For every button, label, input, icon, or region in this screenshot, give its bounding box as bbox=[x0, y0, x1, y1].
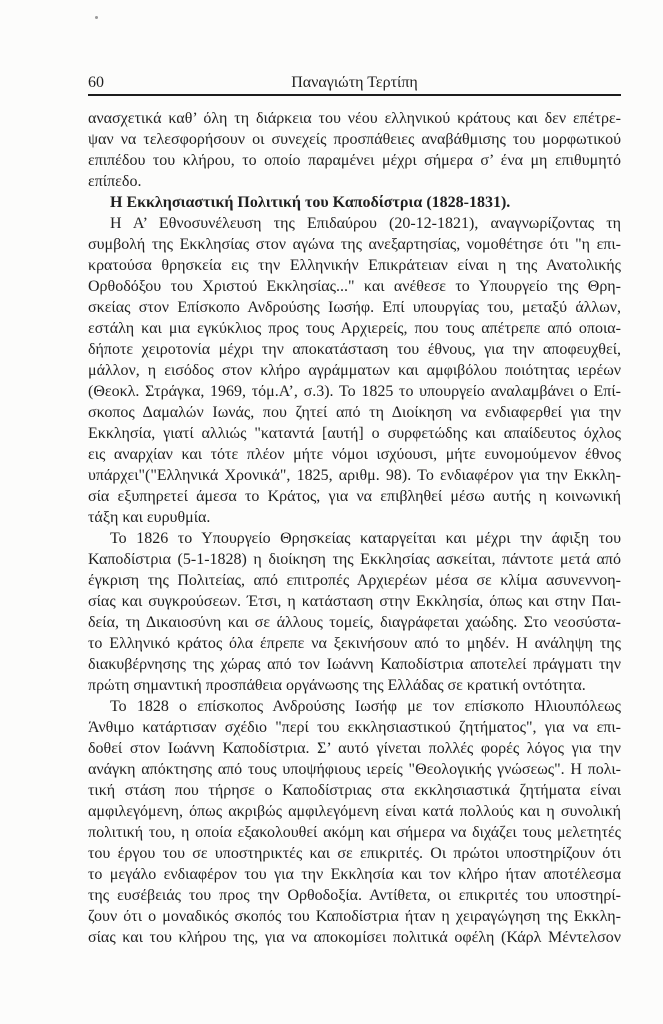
scan-speck bbox=[95, 16, 98, 19]
paragraph-3 bbox=[88, 528, 621, 696]
text-line: πολιτική του, η οποία εξακολουθεί ακόμη και σήμερα να διχάζει τους μελετητές bbox=[88, 824, 621, 841]
text-line: το μεγάλο ενδιαφέρον του για την Εκκλησία και τον κλήρο ήταν αποτέλεσμα bbox=[88, 866, 621, 883]
paragraph-2 bbox=[88, 213, 621, 528]
text-line: Ορθοδόξου του Χριστού Εκκλησίας..." και ανέθεσε το Υπουργείο της Θρη- bbox=[88, 278, 621, 295]
text-line: το Ελληνικό κράτος όλα έπρεπε να ξεκινήσουν από το μηδέν. Η ανάληψη της bbox=[88, 635, 621, 652]
text-line: σίας και του κλήρου της, για να αποκομίσει πολιτικά οφέλη (Κάρλ Μέντελσον bbox=[88, 929, 621, 946]
text-line: Το 1828 ο επίσκοπος Ανδρούσης Ιωσήφ με τον επίσκοπο Ηλιουπόλεως bbox=[110, 698, 621, 715]
text-line: τάξη και ευρυθμία. bbox=[88, 509, 211, 526]
paragraph-1 bbox=[88, 108, 621, 192]
text-line: σκοπος Δαμαλών Ιωνάς, που ζητεί από τη Διοίκηση να ενδιαφερθεί για την bbox=[88, 404, 621, 421]
text-line: ανασχετικά καθ’ όλη τη διάρκεια του νέου ελληνικού κράτους και δεν επέτρε- bbox=[88, 110, 621, 127]
text-line: ανάγκη απόκτησης από τους υποψήφιους ιερείς "Θεολογικής γνώσεως". Η πολι- bbox=[88, 761, 621, 778]
text-line: της ευσέβειάς του προς την Ορθοδοξία. Αντίθετα, οι επικριτές του υποστηρί- bbox=[88, 887, 621, 904]
text-line: δήποτε χειροτονία μέχρι την αποκατάσταση του έθνους, για την αποφευχθεί, bbox=[88, 341, 621, 358]
text-line: εις αναρχίαν και τότε πλέον μήτε νόμοι ισχύουσι, μήτε ευνομούμενον έθνος bbox=[88, 446, 621, 463]
text-line: έγκριση της Πολιτείας, από επιτροπές Αρχιερέων μέσα σε κλίμα ασυνεννοη- bbox=[88, 572, 621, 589]
text-line: συμβολή της Εκκλησίας στον αγώνα της ανεξαρτησίας, νομοθέτησε ότι "η επι- bbox=[88, 236, 621, 253]
text-line: του έργου του σε υποστηρικτές και σε επικριτές. Οι πρώτοι υποστηρίζουν ότι bbox=[88, 845, 621, 862]
page-header bbox=[88, 70, 621, 96]
text-line: ψαν να τελεσφορήσουν οι συνεχείς προσπάθειες αναβάθμισης του μορφωτικού bbox=[88, 131, 621, 148]
text-line: σίας και συγκρούσεων. Έτσι, η κατάσταση στην Εκκλησία, όπως και στην Παι- bbox=[88, 593, 621, 610]
text-line: κρατούσα θρησκεία εις την Ελληνικήν Επικράτειαν είναι η της Ανατολικής bbox=[88, 257, 621, 274]
text-line: Εκκλησία, γιατί αλλιώς "καταντά [αυτή] ο συρφετώδης και απαίδευτος όχλος bbox=[88, 425, 621, 442]
text-line: Καποδίστρια (5-1-1828) η διοίκηση της Εκκλησίας ασκείται, πάντοτε μετά από bbox=[88, 551, 621, 568]
text-line: επίπεδο. bbox=[88, 173, 142, 190]
text-line: δεία, τη Δικαιοσύνη και σε άλλους τομείς, διαγράφεται χαώδης. Στο νεοσύστα- bbox=[88, 614, 621, 631]
paragraph-4 bbox=[88, 696, 621, 948]
text-line: Άνθιμο κατάρτισαν σχέδιο "περί του εκκλησιαστικού ζητήματος", για να επι- bbox=[88, 719, 621, 736]
text-line: επιπέδου του κλήρου, το οποίο παραμένει μέχρι σήμερα σ’ ένα μη επιθυμητό bbox=[88, 152, 621, 169]
text-line: υπάρχει"("Ελληνικά Χρονικά", 1825, αριθμ. 98). Το ενδιαφέρον για την Εκκλη- bbox=[88, 467, 621, 484]
text-block bbox=[88, 70, 621, 948]
text-line: διακυβέρνησης της χώρας από τον Ιωάννη Καποδίστρια αποτελεί πράγματι την bbox=[88, 656, 621, 673]
text-line: Η Α’ Εθνοσυνέλευση της Επιδαύρου (20-12-1821), αναγνωρίζοντας τη bbox=[110, 215, 621, 232]
text-line: αμφιλεγόμενη, όπως ακριβώς αμφιλεγόμενη είναι κατά πολλούς και η συνολική bbox=[88, 803, 621, 820]
section-heading: Η Εκκλησιαστική Πολιτική του Καποδίστρια (1828-1831). bbox=[110, 194, 511, 211]
text-line: τική στάση που τήρησε ο Καποδίστριας στα εκκλησιαστικά ζητήματα είναι bbox=[88, 782, 621, 799]
page-number: 60 bbox=[88, 74, 104, 91]
text-line: εστάλη και μια εγκύκλιος προς τους Αρχιερείς, που τους απέτρεπε από οποια- bbox=[88, 320, 621, 337]
text-line: ζουν ότι ο μοναδικός σκοπός του Καποδίστρια ήταν η χειραγώγηση της Εκκλη- bbox=[88, 908, 621, 925]
text-line: μάλλον, η εισόδος στον κλήρο αγράμματων και αμφιβόλου ποιότητας ιερέων bbox=[88, 362, 621, 379]
text-line: δοθεί στον Ιωάννη Καποδίστρια. Σ’ αυτό γίνεται πολλές φορές λόγος για την bbox=[88, 740, 621, 757]
text-line: σία εξυπηρετεί άμεσα το Κράτος, για να επιβληθεί μέσω αυτής η κοινωνική bbox=[88, 488, 621, 505]
running-head: Παναγιώτη Τερτίπη bbox=[291, 74, 418, 91]
text-line: σκείας στον Επίσκοπο Ανδρούσης Ιωσήφ. Επί υπουργίας του, μεταξύ άλλων, bbox=[88, 299, 621, 316]
text-line: (Θεοκλ. Στράγκα, 1969, τόμ.Α’, σ.3). Το 1825 το υπουργείο αναλαμβάνει ο Επί- bbox=[88, 383, 621, 400]
body-text bbox=[88, 108, 621, 948]
text-line: Το 1826 το Υπουργείο Θρησκείας καταργείται και μέχρι την άφιξη του bbox=[110, 530, 621, 547]
text-line: πρώτη σημαντική προσπάθεια οργάνωσης της Ελλάδας σε κρατική οντότητα. bbox=[88, 677, 586, 694]
